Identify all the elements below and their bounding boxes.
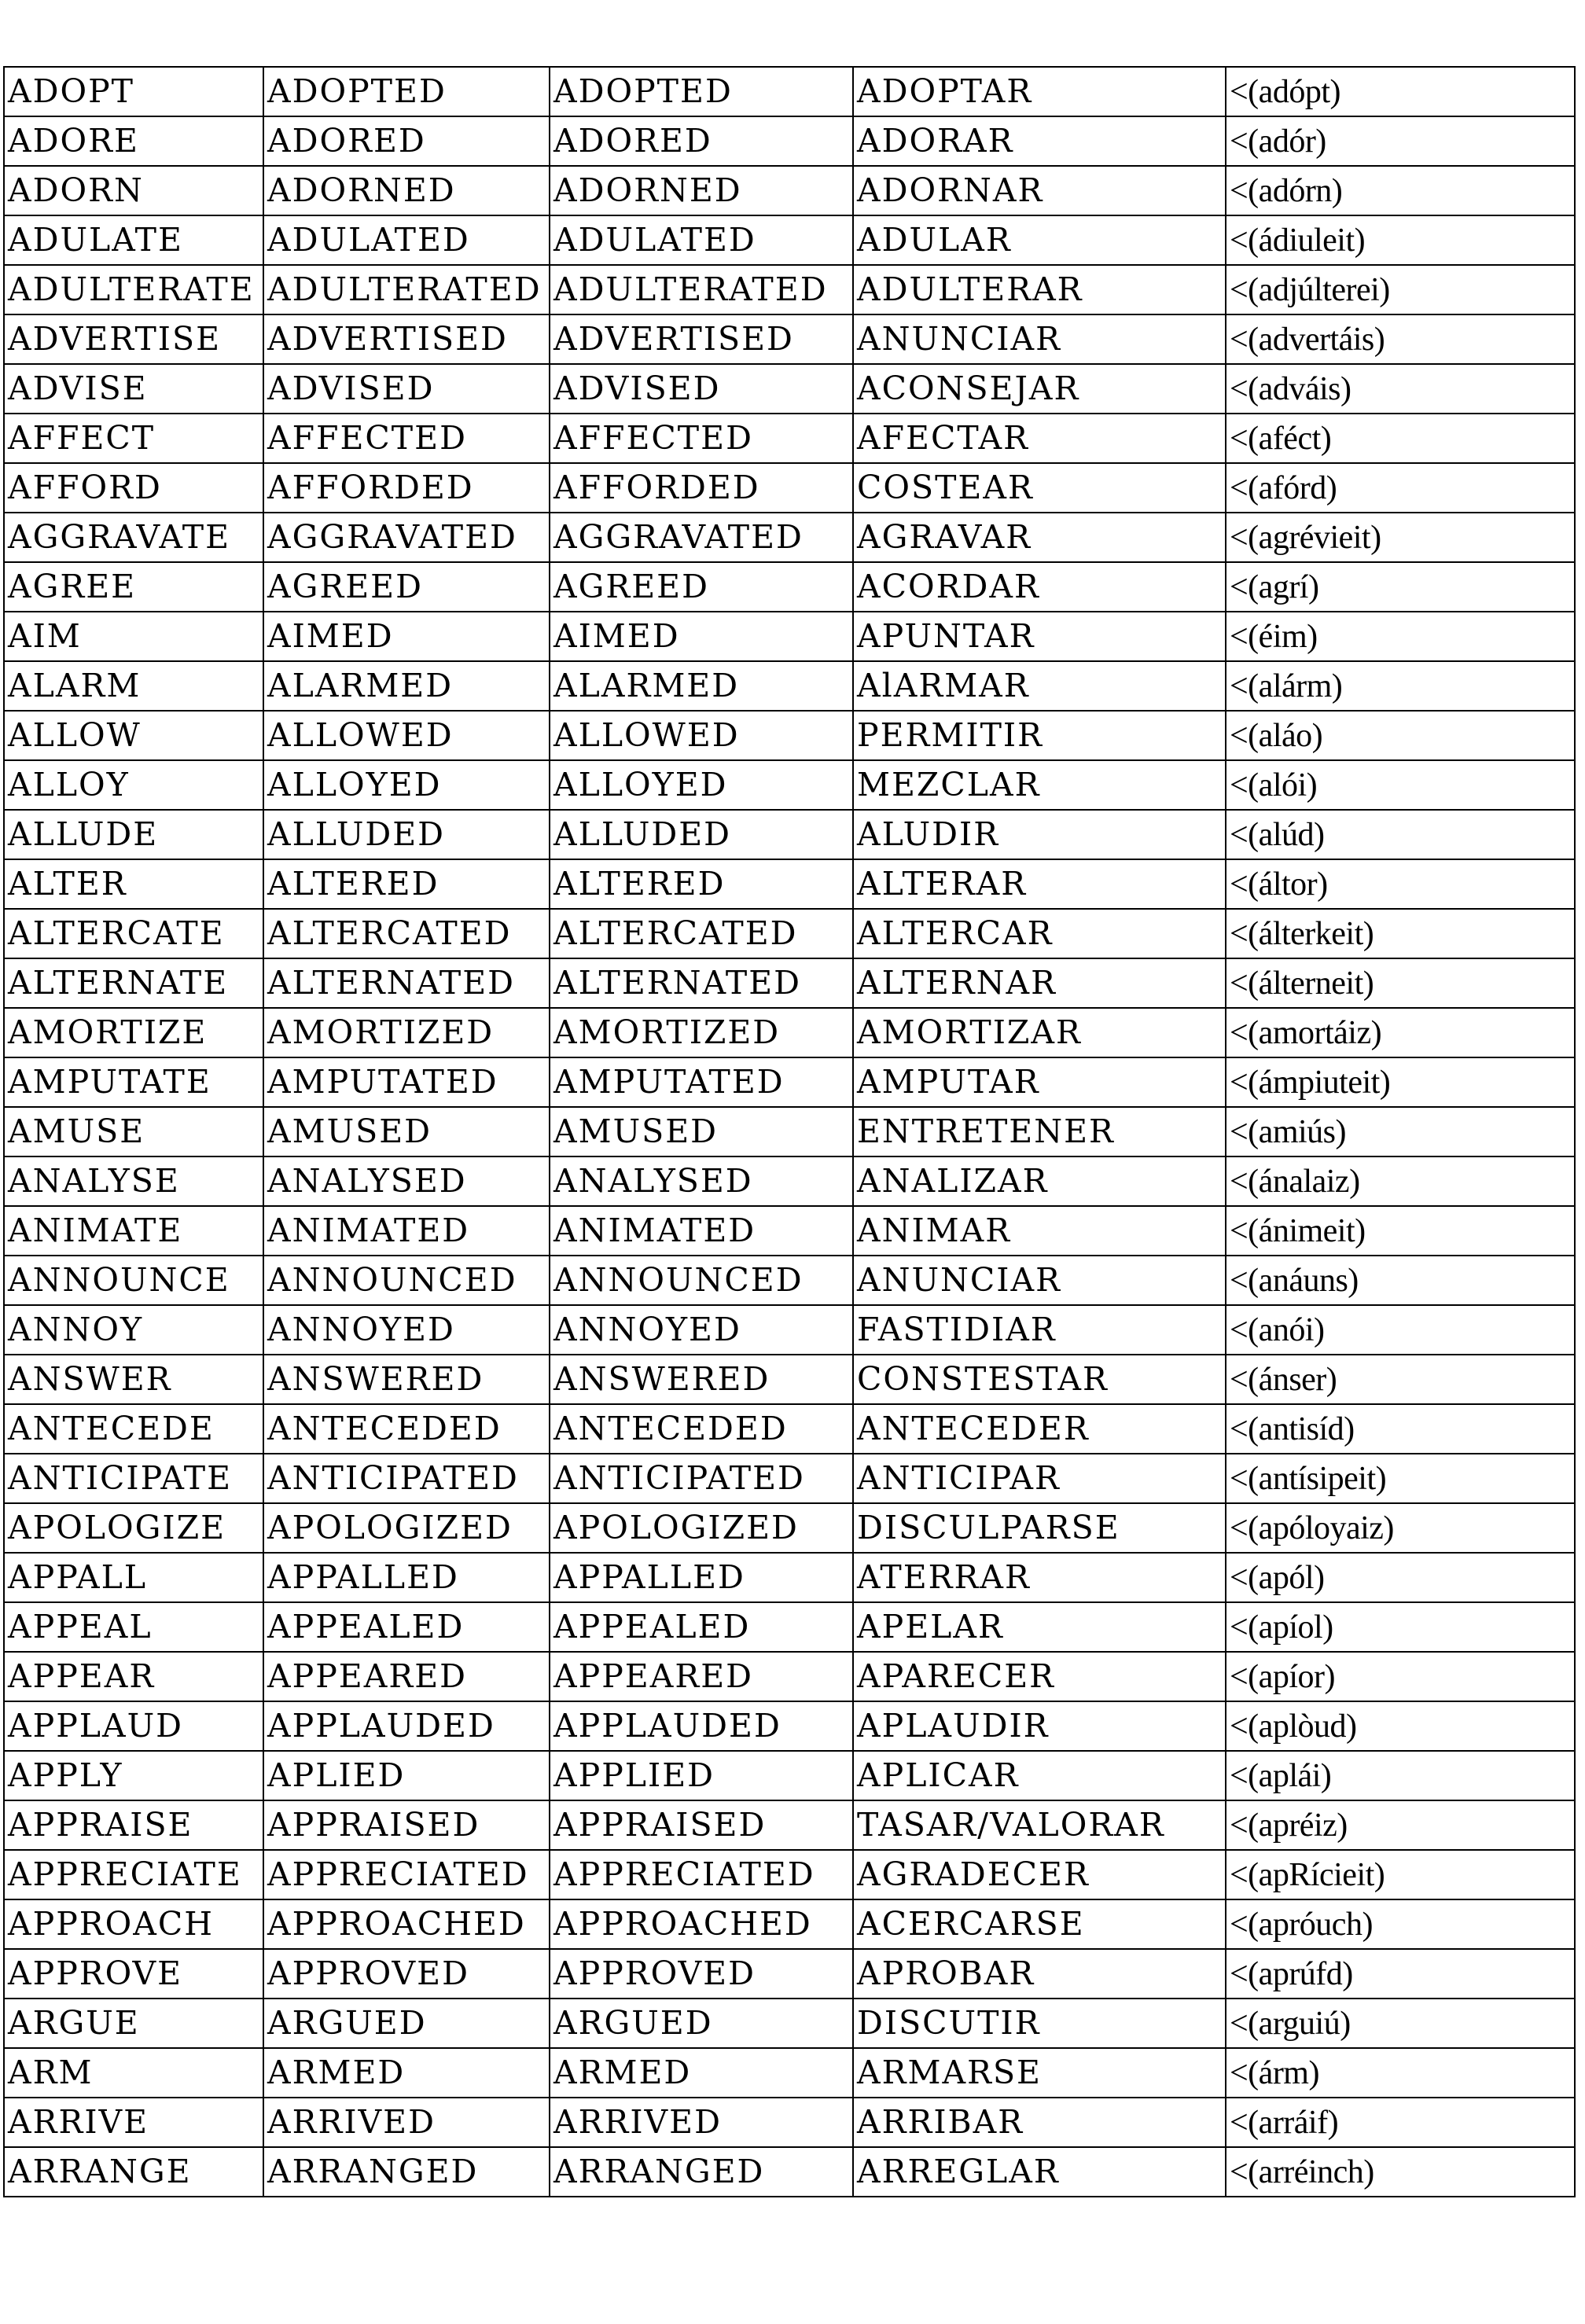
verb-base-form: ALTERCATE <box>4 909 263 958</box>
table-row <box>4 1999 1575 2048</box>
verb-pronunciation: <(anáuns) <box>1226 1256 1575 1305</box>
verb-pronunciation: <(adváis) <box>1226 364 1575 414</box>
verb-past-simple: ALTERED <box>263 859 550 909</box>
table-row <box>4 1701 1575 1751</box>
verb-past-simple: ALLUDED <box>263 810 550 859</box>
table-row <box>4 2147 1575 2197</box>
verb-base-form: AMPUTATE <box>4 1057 263 1107</box>
table-row <box>4 1454 1575 1503</box>
verb-spanish-translation: AFECTAR <box>853 414 1226 463</box>
verb-base-form: ARM <box>4 2048 263 2098</box>
verb-spanish-translation: APARECER <box>853 1652 1226 1701</box>
verb-pronunciation: <(éim) <box>1226 612 1575 661</box>
verb-past-simple: ADORED <box>263 116 550 166</box>
verb-spanish-translation: AGRAVAR <box>853 513 1226 562</box>
verb-past-participle: APPALLED <box>550 1553 853 1602</box>
verb-past-simple: ADVISED <box>263 364 550 414</box>
verb-base-form: ANTECEDE <box>4 1404 263 1454</box>
verb-past-simple: ANIMATED <box>263 1206 550 1256</box>
verb-base-form: APPEAL <box>4 1602 263 1652</box>
verb-past-participle: ALLUDED <box>550 810 853 859</box>
table-row <box>4 1899 1575 1949</box>
verb-past-simple: APPEARED <box>263 1652 550 1701</box>
verb-spanish-translation: ENTRETENER <box>853 1107 1226 1156</box>
verb-past-simple: ALTERNATED <box>263 958 550 1008</box>
verb-past-participle: APPLAUDED <box>550 1701 853 1751</box>
verb-past-simple: AFFECTED <box>263 414 550 463</box>
verb-spanish-translation: COSTEAR <box>853 463 1226 513</box>
table-row <box>4 1652 1575 1701</box>
verb-past-simple: ANTICIPATED <box>263 1454 550 1503</box>
verb-past-participle: ARGUED <box>550 1999 853 2048</box>
verb-pronunciation: <(aprúfd) <box>1226 1949 1575 1999</box>
table-row <box>4 265 1575 314</box>
verb-spanish-translation: ANIMAR <box>853 1206 1226 1256</box>
table-row <box>4 67 1575 116</box>
verb-pronunciation: <(apíor) <box>1226 1652 1575 1701</box>
verb-past-simple: APPROACHED <box>263 1899 550 1949</box>
verb-past-participle: AMUSED <box>550 1107 853 1156</box>
verb-past-participle: AFFECTED <box>550 414 853 463</box>
verb-past-simple: ANTECEDED <box>263 1404 550 1454</box>
verb-pronunciation: <(anói) <box>1226 1305 1575 1355</box>
verb-past-simple: ADVERTISED <box>263 314 550 364</box>
verb-pronunciation: <(adórn) <box>1226 166 1575 215</box>
verb-base-form: APPLY <box>4 1751 263 1800</box>
verb-past-simple: ADULTERATED <box>263 265 550 314</box>
verb-past-participle: ANTICIPATED <box>550 1454 853 1503</box>
verb-pronunciation: <(antisíd) <box>1226 1404 1575 1454</box>
table-row <box>4 1057 1575 1107</box>
verb-pronunciation: <(aplái) <box>1226 1751 1575 1800</box>
verb-spanish-translation: ACONSEJAR <box>853 364 1226 414</box>
verb-past-participle: ANSWERED <box>550 1355 853 1404</box>
verb-spanish-translation: ALTERCAR <box>853 909 1226 958</box>
verb-pronunciation: <(amiús) <box>1226 1107 1575 1156</box>
verb-base-form: AFFECT <box>4 414 263 463</box>
verb-past-simple: AMORTIZED <box>263 1008 550 1057</box>
verb-past-participle: ADORNED <box>550 166 853 215</box>
verb-past-simple: ARMED <box>263 2048 550 2098</box>
verb-past-participle: APPLIED <box>550 1751 853 1800</box>
verb-pronunciation: <(adjúlterei) <box>1226 265 1575 314</box>
verb-base-form: ANTICIPATE <box>4 1454 263 1503</box>
verb-spanish-translation: ARRIBAR <box>853 2098 1226 2147</box>
table-row <box>4 1206 1575 1256</box>
verb-past-participle: ANNOYED <box>550 1305 853 1355</box>
verb-pronunciation: <(apRícieit) <box>1226 1850 1575 1899</box>
verb-base-form: ADULTERATE <box>4 265 263 314</box>
verb-past-participle: ALTERCATED <box>550 909 853 958</box>
verb-pronunciation: <(apréiz) <box>1226 1800 1575 1850</box>
verb-past-simple: APLIED <box>263 1751 550 1800</box>
verb-pronunciation: <(álterneit) <box>1226 958 1575 1008</box>
verb-base-form: APOLOGIZE <box>4 1503 263 1553</box>
table-row <box>4 1850 1575 1899</box>
verb-base-form: ANALYSE <box>4 1156 263 1206</box>
verb-spanish-translation: ADORAR <box>853 116 1226 166</box>
verb-spanish-translation: APELAR <box>853 1602 1226 1652</box>
verb-spanish-translation: ADULAR <box>853 215 1226 265</box>
table-row <box>4 2048 1575 2098</box>
verb-pronunciation: <(adópt) <box>1226 67 1575 116</box>
verb-pronunciation: <(ánimeit) <box>1226 1206 1575 1256</box>
verb-spanish-translation: CONSTESTAR <box>853 1355 1226 1404</box>
verb-base-form: ARRIVE <box>4 2098 263 2147</box>
verb-spanish-translation: ANALIZAR <box>853 1156 1226 1206</box>
verb-pronunciation: <(advertáis) <box>1226 314 1575 364</box>
verb-pronunciation: <(aféct) <box>1226 414 1575 463</box>
verb-past-participle: APPROACHED <box>550 1899 853 1949</box>
table-row <box>4 760 1575 810</box>
verb-base-form: APPEAR <box>4 1652 263 1701</box>
verb-spanish-translation: ALUDIR <box>853 810 1226 859</box>
verb-spanish-translation: ADOPTAR <box>853 67 1226 116</box>
verb-pronunciation: <(ánalaiz) <box>1226 1156 1575 1206</box>
verb-past-participle: APOLOGIZED <box>550 1503 853 1553</box>
verb-base-form: ALARM <box>4 661 263 711</box>
verb-past-simple: AIMED <box>263 612 550 661</box>
verb-base-form: APPRECIATE <box>4 1850 263 1899</box>
table-row <box>4 859 1575 909</box>
verb-past-participle: AIMED <box>550 612 853 661</box>
table-row <box>4 463 1575 513</box>
verb-spanish-translation: ARREGLAR <box>853 2147 1226 2197</box>
verb-spanish-translation: AMORTIZAR <box>853 1008 1226 1057</box>
table-row <box>4 364 1575 414</box>
verb-base-form: ARGUE <box>4 1999 263 2048</box>
verb-past-participle: ANNOUNCED <box>550 1256 853 1305</box>
verb-pronunciation: <(álterkeit) <box>1226 909 1575 958</box>
verb-spanish-translation: PERMITIR <box>853 711 1226 760</box>
table-row <box>4 1800 1575 1850</box>
verb-pronunciation: <(afórd) <box>1226 463 1575 513</box>
verb-past-participle: APPRAISED <box>550 1800 853 1850</box>
table-row <box>4 1553 1575 1602</box>
verb-past-simple: ALARMED <box>263 661 550 711</box>
verb-past-simple: AMUSED <box>263 1107 550 1156</box>
verb-spanish-translation: ACORDAR <box>853 562 1226 612</box>
table-row <box>4 958 1575 1008</box>
table-row <box>4 1107 1575 1156</box>
verb-spanish-translation: APLAUDIR <box>853 1701 1226 1751</box>
verb-spanish-translation: ATERRAR <box>853 1553 1226 1602</box>
verb-pronunciation: <(apíol) <box>1226 1602 1575 1652</box>
verb-base-form: APPALL <box>4 1553 263 1602</box>
verb-pronunciation: <(amortáiz) <box>1226 1008 1575 1057</box>
verb-spanish-translation: ANUNCIAR <box>853 314 1226 364</box>
verb-spanish-translation: ANTICIPAR <box>853 1454 1226 1503</box>
table-row <box>4 1503 1575 1553</box>
verb-spanish-translation: ACERCARSE <box>853 1899 1226 1949</box>
verb-base-form: ANSWER <box>4 1355 263 1404</box>
verb-base-form: ALLOW <box>4 711 263 760</box>
verb-past-participle: ANALYSED <box>550 1156 853 1206</box>
verb-past-participle: APPEARED <box>550 1652 853 1701</box>
verb-spanish-translation: APROBAR <box>853 1949 1226 1999</box>
verb-spanish-translation: ARMARSE <box>853 2048 1226 2098</box>
verb-past-participle: ADVISED <box>550 364 853 414</box>
verb-past-participle: APPROVED <box>550 1949 853 1999</box>
verb-base-form: ANNOUNCE <box>4 1256 263 1305</box>
verb-base-form: AIM <box>4 612 263 661</box>
table-row <box>4 612 1575 661</box>
verb-pronunciation: <(árm) <box>1226 2048 1575 2098</box>
verb-base-form: ANNOY <box>4 1305 263 1355</box>
verb-past-participle: AMORTIZED <box>550 1008 853 1057</box>
verb-pronunciation: <(agrévieit) <box>1226 513 1575 562</box>
verb-past-participle: ANIMATED <box>550 1206 853 1256</box>
table-row <box>4 1256 1575 1305</box>
verb-spanish-translation: MEZCLAR <box>853 760 1226 810</box>
verb-past-simple: AMPUTATED <box>263 1057 550 1107</box>
verb-past-simple: ALTERCATED <box>263 909 550 958</box>
verb-past-simple: ARRIVED <box>263 2098 550 2147</box>
verb-pronunciation: <(apól) <box>1226 1553 1575 1602</box>
verb-past-simple: ADORNED <box>263 166 550 215</box>
verb-base-form: ADULATE <box>4 215 263 265</box>
verb-pronunciation: <(ánser) <box>1226 1355 1575 1404</box>
verb-past-participle: ARRANGED <box>550 2147 853 2197</box>
verb-past-participle: ALTERNATED <box>550 958 853 1008</box>
table-row <box>4 661 1575 711</box>
verb-pronunciation: <(alói) <box>1226 760 1575 810</box>
verb-pronunciation: <(adór) <box>1226 116 1575 166</box>
verb-base-form: ANIMATE <box>4 1206 263 1256</box>
verb-pronunciation: <(alúd) <box>1226 810 1575 859</box>
verb-spanish-translation: TASAR/VALORAR <box>853 1800 1226 1850</box>
table-row <box>4 1305 1575 1355</box>
verb-base-form: APPROVE <box>4 1949 263 1999</box>
verb-base-form: ADOPT <box>4 67 263 116</box>
verb-past-simple: APPALLED <box>263 1553 550 1602</box>
verb-base-form: ALTERNATE <box>4 958 263 1008</box>
verb-past-participle: ADORED <box>550 116 853 166</box>
verb-past-simple: APPEALED <box>263 1602 550 1652</box>
verb-past-simple: APPROVED <box>263 1949 550 1999</box>
verb-base-form: ALTER <box>4 859 263 909</box>
verb-past-participle: ALARMED <box>550 661 853 711</box>
table-row <box>4 1602 1575 1652</box>
verb-base-form: ARRANGE <box>4 2147 263 2197</box>
verb-past-simple: APPRAISED <box>263 1800 550 1850</box>
verb-spanish-translation: APLICAR <box>853 1751 1226 1800</box>
table-row <box>4 116 1575 166</box>
verb-past-participle: AFFORDED <box>550 463 853 513</box>
verb-pronunciation: <(arréinch) <box>1226 2147 1575 2197</box>
table-row <box>4 1008 1575 1057</box>
verb-base-form: APPROACH <box>4 1899 263 1949</box>
verb-past-simple: APOLOGIZED <box>263 1503 550 1553</box>
verb-past-participle: APPRECIATED <box>550 1850 853 1899</box>
table-row <box>4 1949 1575 1999</box>
verb-spanish-translation: ALTERNAR <box>853 958 1226 1008</box>
verb-spanish-translation: AGRADECER <box>853 1850 1226 1899</box>
verb-base-form: AGREE <box>4 562 263 612</box>
table-row <box>4 314 1575 364</box>
verb-past-simple: AGREED <box>263 562 550 612</box>
verb-spanish-translation: ANTECEDER <box>853 1404 1226 1454</box>
table-row <box>4 1355 1575 1404</box>
verb-past-simple: APPRECIATED <box>263 1850 550 1899</box>
verb-spanish-translation: ADORNAR <box>853 166 1226 215</box>
verb-base-form: ADVERTISE <box>4 314 263 364</box>
verb-past-simple: ANALYSED <box>263 1156 550 1206</box>
verb-pronunciation: <(ámpiuteit) <box>1226 1057 1575 1107</box>
verb-spanish-translation: APUNTAR <box>853 612 1226 661</box>
verb-base-form: AMUSE <box>4 1107 263 1156</box>
verb-past-participle: ADVERTISED <box>550 314 853 364</box>
verb-table <box>3 66 1576 2197</box>
verb-past-participle: ALTERED <box>550 859 853 909</box>
verb-past-simple: AGGRAVATED <box>263 513 550 562</box>
verb-pronunciation: <(áltor) <box>1226 859 1575 909</box>
verb-pronunciation: <(ádiuleit) <box>1226 215 1575 265</box>
table-row <box>4 711 1575 760</box>
table-row <box>4 414 1575 463</box>
table-row <box>4 1156 1575 1206</box>
verb-past-simple: AFFORDED <box>263 463 550 513</box>
verb-base-form: AFFORD <box>4 463 263 513</box>
verb-past-participle: ADULATED <box>550 215 853 265</box>
table-row <box>4 810 1575 859</box>
verb-base-form: ADORN <box>4 166 263 215</box>
verb-past-simple: ADULATED <box>263 215 550 265</box>
table-row <box>4 909 1575 958</box>
verb-past-participle: ALLOWED <box>550 711 853 760</box>
verb-spanish-translation: AMPUTAR <box>853 1057 1226 1107</box>
verb-base-form: AMORTIZE <box>4 1008 263 1057</box>
verb-spanish-translation: ADULTERAR <box>853 265 1226 314</box>
verb-past-simple: ADOPTED <box>263 67 550 116</box>
verb-past-simple: ARGUED <box>263 1999 550 2048</box>
verb-past-participle: AMPUTATED <box>550 1057 853 1107</box>
verb-base-form: APPRAISE <box>4 1800 263 1850</box>
table-row <box>4 513 1575 562</box>
verb-pronunciation: <(aplòud) <box>1226 1701 1575 1751</box>
verb-spanish-translation: DISCULPARSE <box>853 1503 1226 1553</box>
verb-pronunciation: <(agrí) <box>1226 562 1575 612</box>
verb-base-form: ALLOY <box>4 760 263 810</box>
table-row <box>4 562 1575 612</box>
verb-base-form: APPLAUD <box>4 1701 263 1751</box>
table-row <box>4 166 1575 215</box>
verb-past-simple: ARRANGED <box>263 2147 550 2197</box>
table-row <box>4 1404 1575 1454</box>
verb-pronunciation: <(apóloyaiz) <box>1226 1503 1575 1553</box>
verb-past-participle: AGREED <box>550 562 853 612</box>
verb-base-form: AGGRAVATE <box>4 513 263 562</box>
verb-spanish-translation: ALTERAR <box>853 859 1226 909</box>
verb-pronunciation: <(antísipeit) <box>1226 1454 1575 1503</box>
table-row <box>4 215 1575 265</box>
verb-past-simple: APPLAUDED <box>263 1701 550 1751</box>
verb-past-simple: ALLOYED <box>263 760 550 810</box>
verb-spanish-translation: DISCUTIR <box>853 1999 1226 2048</box>
verb-spanish-translation: FASTIDIAR <box>853 1305 1226 1355</box>
verb-spanish-translation: ANUNCIAR <box>853 1256 1226 1305</box>
verb-past-participle: ADULTERATED <box>550 265 853 314</box>
verb-past-participle: AGGRAVATED <box>550 513 853 562</box>
verb-table-body <box>4 67 1575 2197</box>
verb-past-simple: ANSWERED <box>263 1355 550 1404</box>
verb-past-participle: ARRIVED <box>550 2098 853 2147</box>
verb-spanish-translation: AlARMAR <box>853 661 1226 711</box>
verb-past-participle: ALLOYED <box>550 760 853 810</box>
verb-base-form: ADORE <box>4 116 263 166</box>
verb-pronunciation: <(arguiú) <box>1226 1999 1575 2048</box>
verb-past-participle: ARMED <box>550 2048 853 2098</box>
verb-past-simple: ANNOYED <box>263 1305 550 1355</box>
verb-base-form: ADVISE <box>4 364 263 414</box>
verb-base-form: ALLUDE <box>4 810 263 859</box>
verb-pronunciation: <(aláo) <box>1226 711 1575 760</box>
verb-pronunciation: <(arráif) <box>1226 2098 1575 2147</box>
verb-past-simple: ALLOWED <box>263 711 550 760</box>
verb-pronunciation: <(alárm) <box>1226 661 1575 711</box>
table-row <box>4 1751 1575 1800</box>
verb-past-participle: ANTECEDED <box>550 1404 853 1454</box>
verb-pronunciation: <(apróuch) <box>1226 1899 1575 1949</box>
verb-past-participle: ADOPTED <box>550 67 853 116</box>
table-row <box>4 2098 1575 2147</box>
verb-past-simple: ANNOUNCED <box>263 1256 550 1305</box>
verb-past-participle: APPEALED <box>550 1602 853 1652</box>
